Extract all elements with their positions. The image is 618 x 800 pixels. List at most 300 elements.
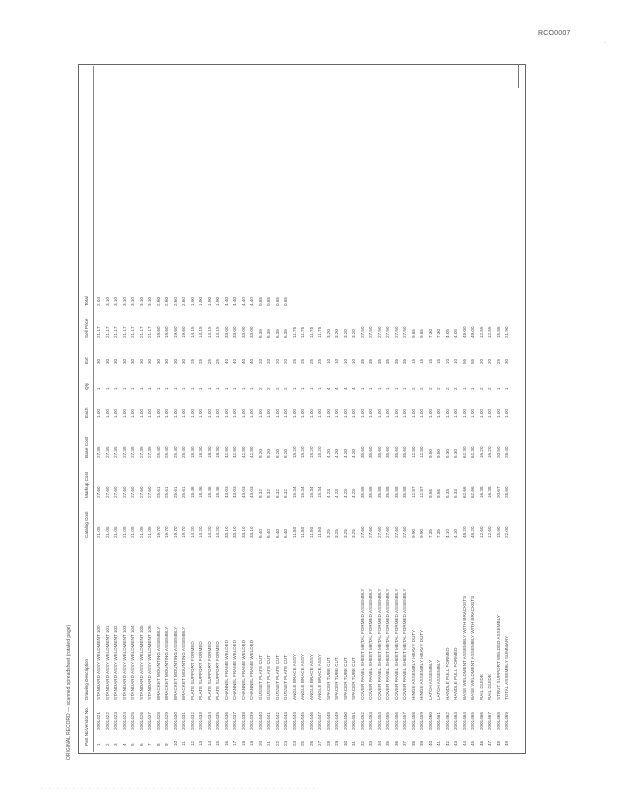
table-cell: 25.40 — [164, 446, 169, 458]
table-cell: 27.35 — [104, 446, 110, 458]
table-cell: 6.35 — [257, 329, 263, 338]
table-cell: 1.90 — [198, 297, 203, 306]
table-cell: 4.10 — [453, 529, 458, 538]
table-row — [343, 66, 351, 752]
table-cell: BRACKET MOUNTING ASSEMBLY — [181, 626, 186, 700]
table-cell: 9.90 — [419, 529, 424, 538]
table-cell: 7.30 — [436, 329, 441, 338]
table-cell: 11.80 — [300, 526, 305, 538]
table-cell: 29 — [334, 740, 339, 746]
table-cell: 48.00 — [461, 326, 467, 338]
table-cell: 0.85 — [266, 297, 271, 306]
table-cell: CHANNEL FRAME WELDED — [232, 639, 237, 700]
table-cell: 3.10 — [121, 297, 127, 306]
table-cell: 25 — [495, 358, 501, 364]
table-row — [462, 66, 470, 752]
table-cell: LATCH ASSEMBLY — [427, 659, 433, 700]
table-cell: 1 — [470, 387, 475, 390]
table-cell: 31 — [351, 740, 356, 746]
table-cell: 3.20 — [334, 329, 339, 338]
table-cell: 24 — [291, 740, 297, 746]
table-cell: 2001455 — [385, 712, 390, 730]
table-cell: 5.33 — [444, 489, 450, 498]
table-header-cell: Catalog Cost — [84, 511, 89, 538]
table-cell: 6.40 — [257, 529, 263, 538]
table-cell: 2001443 — [283, 712, 288, 730]
table-cell: 6 — [138, 743, 144, 746]
table-cell: 1.00 — [96, 409, 101, 418]
table-cell: 2001426 — [138, 712, 144, 730]
table-cell: 1.00 — [453, 409, 458, 418]
table-cell: HANDLE PULL FORMED — [453, 647, 458, 700]
table-cell: 25 — [300, 358, 305, 364]
table-cell: 20 — [478, 358, 484, 364]
table-cell: CHANNEL FRAME WELDED — [249, 639, 254, 700]
table-cell: 15.20 — [317, 446, 322, 458]
table-cell: 27.50 — [402, 326, 407, 338]
table-cell: 27.50 — [368, 326, 373, 338]
table-cell: COVER PANEL SHEET METAL FORMED ASSEMBLY — [385, 588, 390, 700]
table-cell: 25.40 — [181, 446, 186, 458]
table-cell: 4.40 — [223, 297, 229, 306]
table-cell: SPACER TUBE CUT — [325, 657, 331, 700]
table-cell: 1 — [359, 387, 365, 390]
table-cell: 2001428 — [155, 712, 161, 730]
table-cell: 18.46 — [215, 486, 220, 498]
page-id: RCO0007 — [538, 30, 571, 37]
table-cell: 28.60 — [504, 486, 509, 498]
table-cell: 2001432 — [189, 712, 195, 730]
table-cell: 6.35 — [266, 329, 271, 338]
table-cell: 27.35 — [96, 446, 101, 458]
table-cell: 35.60 — [376, 446, 382, 458]
table-cell: 2001448 — [325, 712, 331, 730]
table-cell: 21.17 — [130, 326, 135, 338]
table-cell: 1 — [147, 387, 152, 390]
table-cell: 8 — [155, 743, 161, 746]
table-cell: 1.00 — [223, 409, 229, 418]
table-cell: 1 — [206, 387, 212, 390]
table-cell: ANGLE BRACE ASSY — [317, 654, 322, 700]
table-cell: 20 — [257, 358, 263, 364]
table-cell: 20.50 — [495, 446, 501, 458]
table-cell: 2001460 — [427, 712, 433, 730]
table-cell: 1.00 — [427, 409, 433, 418]
table-cell: 1.00 — [189, 409, 195, 418]
table-cell: 20 — [274, 358, 280, 364]
table-row — [470, 66, 478, 752]
table-cell: 1 — [181, 387, 186, 390]
table-cell: 1.00 — [436, 409, 441, 418]
table-cell: 1.00 — [495, 409, 501, 418]
table-cell: 27.50 — [376, 326, 382, 338]
table-cell: 1.00 — [249, 409, 254, 418]
table-cell: 47 — [487, 740, 492, 746]
table-cell: 1.00 — [342, 409, 348, 418]
table-cell: 4 — [351, 387, 356, 390]
rotated-table — [80, 66, 524, 752]
table-cell: 7 — [147, 743, 152, 746]
table-row — [317, 66, 325, 752]
table-row — [105, 66, 113, 752]
table-cell: 15.20 — [300, 446, 305, 458]
table-cell: HANDLE PULL FORMED — [444, 647, 450, 700]
table-cell: GUSSET PLATE CUT — [274, 654, 280, 700]
table-cell: 1 — [376, 387, 382, 390]
table-cell: STANDARD ASSY WELDMENT 104 — [130, 625, 135, 700]
table-cell: 1.00 — [240, 409, 246, 418]
table-cell: 34 — [376, 740, 382, 746]
table-cell: 12.60 — [487, 526, 492, 538]
table-cell: 35.88 — [359, 486, 365, 498]
table-cell: 18.46 — [198, 486, 203, 498]
table-cell: 1.00 — [317, 409, 322, 418]
table-cell: 5.33 — [453, 489, 458, 498]
table-cell: 43.03 — [240, 486, 246, 498]
table-row — [283, 66, 291, 752]
table-cell: 1 — [317, 387, 322, 390]
table-cell: 1 — [308, 387, 314, 390]
table-cell: 1.00 — [138, 409, 144, 418]
table-row — [326, 66, 334, 752]
table-cell: HINGE ASSEMBLY HEAVY DUTY — [410, 629, 416, 700]
table-cell: 27.50 — [359, 326, 365, 338]
table-cell: 35.60 — [359, 446, 365, 458]
table-cell: 1.00 — [283, 409, 288, 418]
table-cell: 3.10 — [147, 297, 152, 306]
table-cell: 21.17 — [138, 326, 144, 338]
table-row — [164, 66, 172, 752]
table-cell: 2 — [487, 387, 492, 390]
table-cell: PLATE SUPPORT FORMED — [189, 641, 195, 700]
table-cell: 1 — [104, 387, 110, 390]
table-cell: 6.40 — [266, 529, 271, 538]
table-cell: 1.00 — [155, 409, 161, 418]
table-cell: BRACKET MOUNTING ASSEMBLY — [164, 626, 169, 700]
table-cell: 2001438 — [240, 712, 246, 730]
table-cell: GUSSET PLATE CUT — [283, 654, 288, 700]
table-header-cell: Sell Price — [84, 318, 89, 338]
table-cell: 18.46 — [206, 486, 212, 498]
table-cell: 19.70 — [172, 526, 178, 538]
table-cell: 2001449 — [334, 712, 339, 730]
table-cell: 2001423 — [113, 712, 118, 730]
table-cell: 21.05 — [130, 526, 135, 538]
table-cell: 10 — [325, 358, 331, 364]
table-cell: 8.20 — [283, 449, 288, 458]
table-cell: ANGLE BRACE ASSY — [308, 654, 314, 700]
table-cell: 2001439 — [249, 712, 254, 730]
table-cell: 10 — [453, 358, 458, 364]
table-cell: 8.32 — [266, 489, 271, 498]
table-cell: 15.34 — [317, 486, 322, 498]
table-cell: 11 — [181, 741, 186, 746]
table-cell: 14.15 — [189, 326, 195, 338]
table-cell: 1.00 — [410, 409, 416, 418]
header-rule — [93, 66, 94, 752]
table-cell: 8.20 — [274, 449, 280, 458]
table-cell: 2001462 — [444, 712, 450, 730]
table-cell: 1 — [113, 387, 118, 390]
table-cell: 1 — [121, 387, 127, 390]
table-cell: 27.60 — [368, 526, 373, 538]
table-cell: 23 — [283, 740, 288, 746]
table-cell: 40 — [232, 358, 237, 364]
table-cell: 27.60 — [113, 486, 118, 498]
table-cell: 11.75 — [291, 326, 297, 338]
table-cell: 42.80 — [232, 446, 237, 458]
table-cell: 27.60 — [121, 486, 127, 498]
table-cell: 2001457 — [402, 712, 407, 730]
table-cell: 33 — [368, 740, 373, 746]
table-cell: 2001425 — [130, 712, 135, 730]
table-cell: 12.55 — [478, 326, 484, 338]
table-cell: 11.75 — [308, 326, 314, 338]
table-cell: 35.88 — [385, 486, 390, 498]
table-cell: 30 — [104, 358, 110, 364]
table-cell: 27.35 — [121, 446, 127, 458]
table-cell: 18 — [240, 740, 246, 746]
table-cell: 42 — [444, 740, 450, 746]
table-cell: 1.00 — [198, 409, 203, 418]
table-cell: 25.40 — [172, 446, 178, 458]
table-cell: 4.23 — [342, 489, 348, 498]
table-row — [351, 66, 359, 752]
table-cell: 55 — [470, 358, 475, 364]
table-cell: 20 — [257, 740, 263, 746]
table-cell: 18.30 — [215, 446, 220, 458]
table-cell: 18.46 — [189, 486, 195, 498]
table-cell: 14.20 — [215, 526, 220, 538]
table-cell: COVER PANEL SHEET METAL FORMED ASSEMBLY — [359, 588, 365, 700]
table-cell: 1.00 — [130, 409, 135, 418]
table-cell: ANGLE BRACE ASSY — [291, 654, 297, 700]
table-cell: 1.00 — [444, 409, 450, 418]
table-cell: 2 — [283, 387, 288, 390]
table-row — [258, 66, 266, 752]
table-cell: 27.60 — [130, 486, 135, 498]
table-row — [504, 66, 512, 752]
table-row — [394, 66, 402, 752]
table-cell: 35 — [359, 358, 365, 364]
table-row — [496, 66, 504, 752]
table-cell: 5.30 — [444, 449, 450, 458]
table-cell: 14.20 — [198, 526, 203, 538]
table-cell: 11.80 — [317, 526, 322, 538]
table-cell: 4 — [342, 387, 348, 390]
table-row — [377, 66, 385, 752]
table-cell: 30 — [121, 358, 127, 364]
table-cell: 2001450 — [342, 712, 348, 730]
table-row — [181, 66, 189, 752]
table-cell: 7.35 — [427, 529, 433, 538]
table-cell: 2001447 — [317, 712, 322, 730]
table-cell: 38 — [410, 740, 416, 746]
table-cell: 2 — [410, 387, 416, 390]
table-cell: 19.70 — [155, 526, 161, 538]
table-cell: 5 — [130, 743, 135, 746]
table-cell: 22.00 — [504, 526, 509, 538]
table-cell: 10 — [334, 358, 339, 364]
table-cell: 2001461 — [436, 712, 441, 730]
table-cell: 2001464 — [461, 712, 467, 730]
table-cell: 19.60 — [172, 326, 178, 338]
table-cell: 11.80 — [291, 526, 297, 538]
table-cell: 1.00 — [385, 409, 390, 418]
table-row — [479, 66, 487, 752]
table-cell: 25.61 — [155, 486, 161, 498]
table-cell: 12.87 — [419, 486, 424, 498]
table-row — [241, 66, 249, 752]
table-cell: 48 — [495, 740, 501, 746]
table-cell: 16.20 — [478, 446, 484, 458]
table-cell: 21.17 — [147, 326, 152, 338]
table-cell: 43.03 — [223, 486, 229, 498]
table-cell: 19.70 — [164, 526, 169, 538]
table-cell: 1 — [402, 387, 407, 390]
table-row — [249, 66, 257, 752]
table-cell: 8.32 — [274, 489, 280, 498]
table-cell: 1 — [393, 387, 399, 390]
table-cell: 18.30 — [189, 446, 195, 458]
table-cell: 2001436 — [223, 712, 229, 730]
table-cell: 4.40 — [249, 297, 254, 306]
table-row — [224, 66, 232, 752]
table-cell: 1 — [461, 387, 467, 390]
table-row — [215, 66, 223, 752]
table-row — [130, 66, 138, 752]
table-cell: 2 — [419, 387, 424, 390]
table-cell: 45 — [470, 740, 475, 746]
table-cell: 33.10 — [232, 526, 237, 538]
table-cell: TOTAL ASSEMBLY SUMMARY — [504, 635, 509, 700]
table-cell: 1 — [138, 387, 144, 390]
table-row — [266, 66, 274, 752]
table-row — [360, 66, 368, 752]
sheet-caption: ORIGINAL RECORD — scanned spreadsheet (rotated page) — [66, 624, 72, 760]
table-cell: 27.60 — [393, 526, 399, 538]
table-cell: 4.20 — [342, 449, 348, 458]
table-header-cell: Vendor No. — [84, 707, 89, 730]
table-cell: 2001456 — [393, 712, 399, 730]
table-cell: 16.38 — [478, 486, 484, 498]
table-cell: 30 — [138, 358, 144, 364]
table-cell: 1.00 — [215, 409, 220, 418]
table-cell: 42.80 — [223, 446, 229, 458]
table-cell: 1 — [368, 387, 373, 390]
table-cell: 7.30 — [427, 329, 433, 338]
table-cell: 0.85 — [283, 297, 288, 306]
table-cell: GUSSET PLATE CUT — [257, 654, 263, 700]
table-cell: 33.10 — [223, 526, 229, 538]
table-cell: 2 — [427, 387, 433, 390]
table-cell: 4.23 — [325, 489, 331, 498]
table-header-cell: Base Cost — [84, 436, 89, 458]
table-cell: 25.61 — [181, 486, 186, 498]
table-cell: 43.03 — [232, 486, 237, 498]
table-cell: 25.61 — [164, 486, 169, 498]
table-row — [207, 66, 215, 752]
table-cell: COVER PANEL SHEET METAL FORMED ASSEMBLY — [376, 588, 382, 700]
table-cell: 1.00 — [461, 409, 467, 418]
table-row — [232, 66, 240, 752]
table-cell: 21.90 — [504, 326, 509, 338]
table-header-cell: Total — [84, 296, 89, 306]
table-cell: 21 — [266, 740, 271, 746]
table-cell: 1.00 — [504, 409, 509, 418]
table-cell: 33.10 — [240, 526, 246, 538]
table-cell: 14 — [206, 740, 212, 746]
table-cell: 21.05 — [96, 526, 101, 538]
table-cell: 1.00 — [104, 409, 110, 418]
table-cell: 2001451 — [351, 712, 356, 730]
table-row — [428, 66, 436, 752]
table-cell: 25 — [291, 358, 297, 364]
table-cell: 20 — [266, 358, 271, 364]
table-cell: 2001458 — [410, 712, 416, 730]
table-cell: 62.30 — [461, 446, 467, 458]
table-cell: 16.20 — [487, 446, 492, 458]
table-cell: 30 — [342, 740, 348, 746]
table-cell: 2001466 — [478, 712, 484, 730]
table-cell: 2 — [257, 387, 263, 390]
table-row — [190, 66, 198, 752]
table-cell: HINGE ASSEMBLY HEAVY DUTY — [419, 629, 424, 700]
table-cell: 35.60 — [402, 446, 407, 458]
table-cell: 35 — [385, 358, 390, 364]
table-cell: 27.35 — [138, 446, 144, 458]
table-cell: 4.20 — [325, 449, 331, 458]
table-cell: 49 — [504, 740, 509, 746]
table-header-cell: Part No. — [84, 729, 89, 746]
table-cell: 15.85 — [495, 326, 501, 338]
table-cell: 2 — [444, 387, 450, 390]
table-cell: 14.15 — [215, 326, 220, 338]
table-header-cell: Drawing Description — [84, 658, 89, 700]
table-row — [445, 66, 453, 752]
table-cell: 1 — [198, 387, 203, 390]
table-cell: 27.60 — [385, 526, 390, 538]
table-cell: 13 — [198, 740, 203, 746]
table-cell: 4 — [121, 743, 127, 746]
table-row — [453, 66, 461, 752]
table-cell: ANGLE BRACE ASSY — [300, 654, 305, 700]
table-cell: STANDARD ASSY WELDMENT 106 — [147, 625, 152, 700]
table-row — [113, 66, 121, 752]
table-cell: 2.60 — [155, 297, 161, 306]
table-cell: 18.30 — [206, 446, 212, 458]
table-cell: 9.90 — [410, 529, 416, 538]
table-cell: 2 — [104, 743, 110, 746]
table-header-cell: Each — [84, 407, 89, 418]
table-cell: LATCH ASSEMBLY — [436, 659, 441, 700]
table-cell: 40 — [223, 358, 229, 364]
table-cell: 15 — [436, 358, 441, 364]
table-cell: 1.00 — [300, 409, 305, 418]
table-cell: 30 — [172, 358, 178, 364]
table-cell: 40 — [249, 358, 254, 364]
table-row — [96, 66, 104, 752]
table-cell: 21.05 — [147, 526, 152, 538]
table-cell: 4.23 — [351, 489, 356, 498]
table-cell: 1.00 — [487, 409, 492, 418]
table-cell: 30 — [155, 358, 161, 364]
table-cell: 2001446 — [308, 712, 314, 730]
table-cell: 33.00 — [232, 326, 237, 338]
table-cell: 6.40 — [283, 529, 288, 538]
table-cell: 26 — [308, 740, 314, 746]
table-cell: 48.00 — [470, 326, 475, 338]
